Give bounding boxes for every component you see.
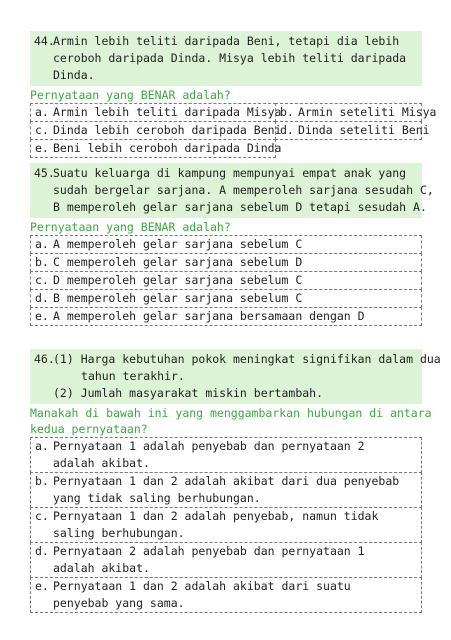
option-letter: a. xyxy=(35,105,49,119)
question-text-line: Armin lebih teliti daripada Beni, tetapi dia lebih xyxy=(53,34,400,48)
question-text-line: Dinda. xyxy=(53,68,95,82)
question-number: 44. xyxy=(34,34,55,48)
question-prompt: Pernyataan yang BENAR adalah? xyxy=(30,220,231,234)
question-text-line: B memperoleh gelar sarjana sebelum D tetapi sesudah A. xyxy=(53,200,427,214)
option-letter: b. xyxy=(35,255,49,269)
option-letter: a. xyxy=(35,439,49,453)
option-text: Beni lebih ceroboh daripada Dinda xyxy=(53,141,282,155)
option-letter: a. xyxy=(35,237,49,251)
question-44-stem xyxy=(30,31,422,86)
option-text: Pernyataan 1 dan 2 adalah akibat dari dua penyebab yang tidak saling berhubungan. xyxy=(53,474,400,505)
option-e[interactable] xyxy=(30,139,282,158)
option-letter: e. xyxy=(35,579,49,593)
option-c[interactable] xyxy=(30,121,282,140)
option-letter: d. xyxy=(35,544,49,558)
question-45-stem xyxy=(30,163,434,218)
question-number: 45. xyxy=(34,166,55,180)
option-letter: d. xyxy=(280,123,294,137)
option-letter: e. xyxy=(35,141,49,155)
question-text-line: (1) Harga kebutuhan pokok meningkat signifikan dalam dua xyxy=(53,352,441,366)
option-b[interactable] xyxy=(30,472,422,508)
question-text-line: tahun terakhir. xyxy=(81,369,185,383)
option-b[interactable] xyxy=(275,103,437,122)
option-letter: b. xyxy=(35,474,49,488)
question-prompt-line: kedua pernyataan? xyxy=(30,422,148,436)
option-c[interactable] xyxy=(30,271,422,290)
option-text: Pernyataan 2 adalah penyebab dan pernyataan 1 adalah akibat. xyxy=(53,544,365,575)
option-e[interactable] xyxy=(30,307,422,326)
option-text: B memperoleh gelar sarjana sebelum C xyxy=(53,291,303,305)
option-text: Dinda lebih ceroboh daripada Beni xyxy=(53,123,282,137)
option-text: Armin seteliti Misya xyxy=(298,105,437,119)
question-text-line: ceroboh daripada Dinda. Misya lebih teliti daripada xyxy=(53,51,407,65)
option-text: Dinda seteliti Beni xyxy=(298,123,430,137)
question-46-stem xyxy=(30,349,441,404)
option-letter: c. xyxy=(35,509,49,523)
option-letter: b. xyxy=(280,105,294,119)
question-number: 46. xyxy=(34,352,55,366)
option-text: Pernyataan 1 dan 2 adalah penyebab, namun tidak saling berhubungan. xyxy=(53,509,379,540)
option-text: Armin lebih teliti daripada Misya xyxy=(53,105,282,119)
option-d[interactable] xyxy=(30,542,422,578)
option-letter: e. xyxy=(35,309,49,323)
option-a[interactable] xyxy=(30,235,422,254)
question-44 xyxy=(30,31,437,158)
option-a[interactable] xyxy=(30,437,422,473)
option-d[interactable] xyxy=(275,121,430,140)
question-prompt: Pernyataan yang BENAR adalah? xyxy=(30,88,231,102)
option-letter: c. xyxy=(35,273,49,287)
option-e[interactable] xyxy=(30,577,422,613)
option-text: A memperoleh gelar sarjana bersamaan dengan D xyxy=(53,309,365,323)
question-text-line: (2) Jumlah masyarakat miskin bertambah. xyxy=(53,386,324,400)
option-text: C memperoleh gelar sarjana sebelum D xyxy=(53,255,303,269)
option-b[interactable] xyxy=(30,253,422,272)
option-text: D memperoleh gelar sarjana sebelum C xyxy=(53,273,303,287)
option-a[interactable] xyxy=(30,103,282,122)
option-text: Pernyataan 1 adalah penyebab dan pernyataan 2 adalah akibat. xyxy=(53,439,365,470)
option-text: A memperoleh gelar sarjana sebelum C xyxy=(53,237,303,251)
option-letter: c. xyxy=(35,123,49,137)
question-46 xyxy=(30,349,441,613)
option-letter: d. xyxy=(35,291,49,305)
question-text-line: sudah bergelar sarjana. A memperoleh sarjana sesudah C, xyxy=(53,183,434,197)
option-d[interactable] xyxy=(30,289,422,308)
question-prompt-line: Manakah di bawah ini yang menggambarkan hubungan di antara xyxy=(30,406,432,420)
question-45 xyxy=(30,163,434,326)
option-text: Pernyataan 1 dan 2 adalah akibat dari suatu penyebab yang sama. xyxy=(53,579,351,610)
option-c[interactable] xyxy=(30,507,422,543)
question-text-line: Suatu keluarga di kampung mempunyai empat anak yang xyxy=(53,166,407,180)
